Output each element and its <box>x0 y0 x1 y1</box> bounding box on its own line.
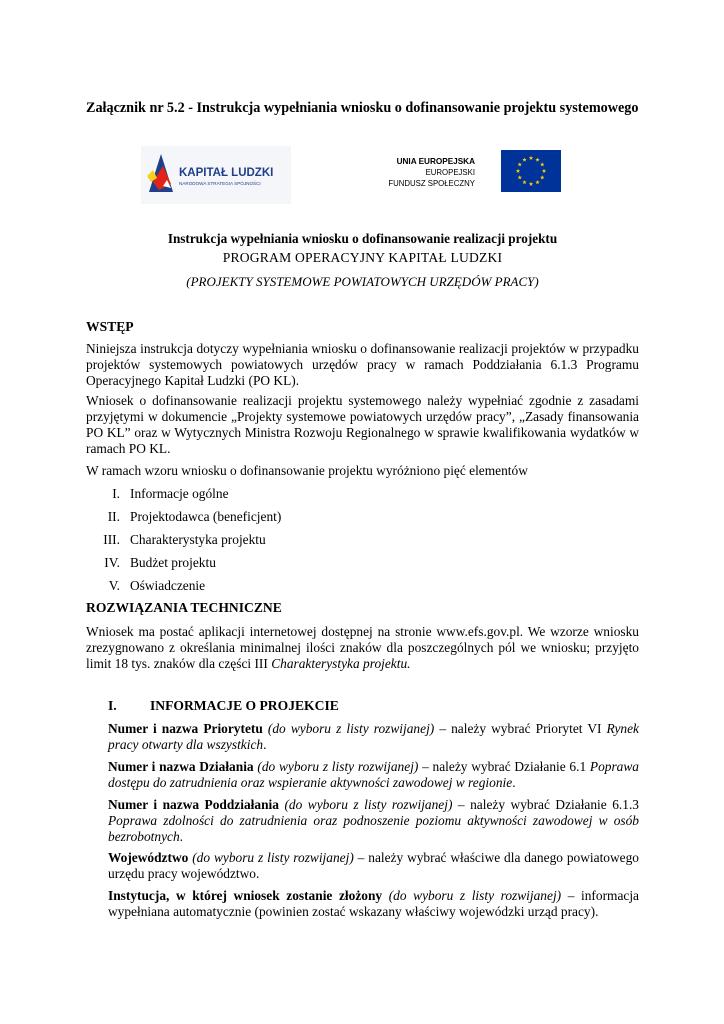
field-text: – należy wybrać właściwe dla danego powiatowego urzędu pracy województwo. <box>108 850 639 881</box>
intro-paragraph-1: Niniejsza instrukcja dotyczy wypełniania wniosku o dofinansowanie realizacji projektów w przypadku projektów systemowych powiatowych urzędów pracy w ramach Poddziałania 6.1.3 Programu Operacyjnego Kapitał Ludzki (PO KL). <box>86 341 639 388</box>
field-instruction <box>108 721 639 753</box>
field-tail: . <box>512 775 516 790</box>
list-item-number: III. <box>103 532 120 547</box>
list-item-number: IV. <box>104 555 120 570</box>
kl-logo-name: KAPITAŁ LUDZKI <box>179 167 274 179</box>
ue-line2: EUROPEJSKI <box>425 168 475 177</box>
field-label: Województwo <box>108 850 189 865</box>
section-heading: INFORMACJE O PROJEKCIE <box>150 698 339 713</box>
field-tail: . <box>263 737 267 752</box>
field-label: Numer i nazwa Działania <box>108 759 254 774</box>
logos-row <box>141 146 611 204</box>
field-label: Numer i nazwa Priorytetu <box>108 721 263 736</box>
technical-text: Wniosek ma postać aplikacji internetowej dostępnej na stronie www.efs.gov.pl. We wzorze wniosku zrezygnowano z określania minimalnej ilości znaków dla poszczególnych pól we wniosku; przyjęto limit 18 tys. znaków dla części III <box>86 624 639 671</box>
kapital-ludzki-emblem-icon <box>141 146 291 204</box>
field-hint: (do wyboru z listy rozwijanej) <box>262 721 435 736</box>
project-type: (PROJEKTY SYSTEMOWE POWIATOWYCH URZĘDÓW PRACY) <box>186 274 539 289</box>
technical-heading: ROZWIĄZANIA TECHNICZNE <box>86 600 282 615</box>
field-hint: (do wyboru z listy rozwijanej) <box>382 888 562 903</box>
document-title: Załącznik nr 5.2 - Instrukcja wypełniania wniosku o dofinansowanie projektu systemowego <box>86 100 639 116</box>
field-label: Instytucja, w której wniosek zostanie złożony <box>108 888 383 903</box>
ue-line3: FUNDUSZ SPOŁECZNY <box>389 179 475 188</box>
field-instruction <box>108 850 639 882</box>
field-hint: (do wyboru z listy rozwijanej) <box>253 759 419 774</box>
field-tail: . <box>179 829 184 844</box>
field-text: – należy wybrać Priorytet VI <box>434 721 607 736</box>
technical-italic: Charakterystyka projektu. <box>271 656 411 671</box>
field-instruction <box>108 797 639 845</box>
field-text: – informacja wypełniana automatycznie (powinien zostać wskazany właściwy wojewódzki urząd pracy). <box>108 888 639 919</box>
ue-line1: UNIA EUROPEJSKA <box>396 157 475 166</box>
list-item-number: I. <box>112 486 120 501</box>
field-italic: Poprawa dostępu do zatrudnienia oraz wspieranie aktywności zawodowej w regionie <box>108 759 639 790</box>
field-text: – należy wybrać Działanie 6.1 <box>418 759 590 774</box>
list-item-text: Informacje ogólne <box>130 486 229 501</box>
kapital-ludzki-logo <box>141 146 291 204</box>
field-instruction <box>108 759 639 791</box>
kl-logo-subtitle: NARODOWA STRATEGIA SPÓJNOŚCI <box>179 181 261 186</box>
list-item-text: Budżet projektu <box>130 555 216 570</box>
field-text: – należy wybrać Działanie 6.1.3 <box>452 797 639 812</box>
section-number: I. <box>108 698 117 713</box>
intro-heading: WSTĘP <box>86 319 134 334</box>
unia-europejska-logo <box>389 146 609 198</box>
list-item-text: Oświadczenie <box>130 578 206 593</box>
field-instruction <box>108 888 639 920</box>
eu-flag-icon <box>389 146 609 198</box>
list-item-text: Charakterystyka projektu <box>130 532 266 547</box>
field-label: Numer i nazwa Poddziałania <box>108 797 279 812</box>
intro-paragraph-3: W ramach wzoru wniosku o dofinansowanie projektu wyróżniono pięć elementów <box>86 463 528 478</box>
program-name: PROGRAM OPERACYJNY KAPITAŁ LUDZKI <box>222 250 503 265</box>
field-italic: Rynek pracy otwarty dla wszystkich <box>108 721 639 752</box>
list-item-text: Projektodawca (beneficjent) <box>130 509 282 524</box>
technical-paragraph <box>86 624 639 672</box>
field-hint: (do wyboru z listy rozwijanej) <box>188 850 354 865</box>
list-item-number: V. <box>108 578 120 593</box>
intro-paragraph-2: Wniosek o dofinansowanie realizacji projektu systemowego należy wypełniać zgodnie z zasadami przyjętymi w dokumencie „Projekty systemowe powiatowych urzędów pracy”, „Zasady finansowania PO KL” oraz w Wytycznych Ministra Rozwoju Regionalnego w sprawie kwalifikowania wydatków w ramach PO KL. <box>86 393 639 456</box>
field-hint: (do wyboru z listy rozwijanej) <box>278 797 453 812</box>
list-item-number: II. <box>107 509 120 524</box>
instruction-subtitle: Instrukcja wypełniania wniosku o dofinansowanie realizacji projektu <box>167 231 558 246</box>
field-italic: Poprawa zdolności do zatrudnienia oraz podnoszenie poziomu aktywności zawodowej w osób bezrobotnych <box>108 813 639 844</box>
